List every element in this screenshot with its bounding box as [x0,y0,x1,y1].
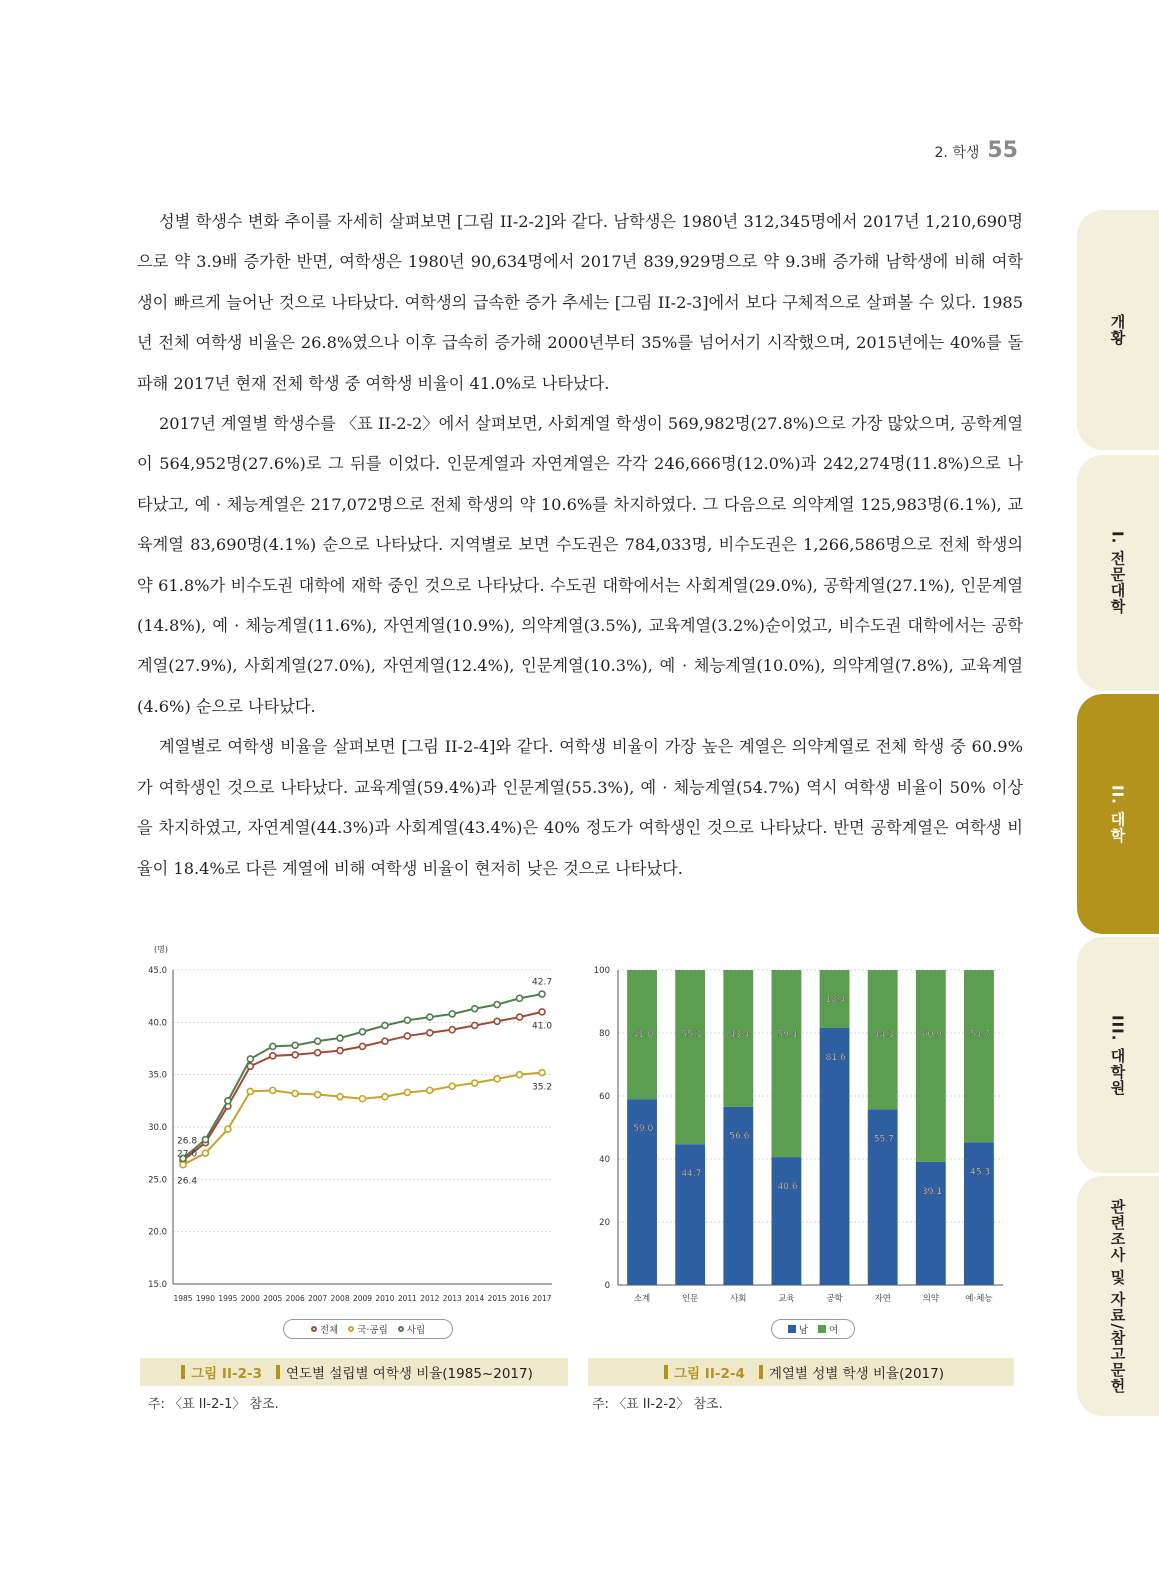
data-point [247,1056,253,1062]
caption-mark-icon [181,1365,185,1379]
data-label: 59.4 [777,1030,798,1040]
series-line [183,1073,542,1165]
y-tick-label: 35.0 [148,1070,167,1081]
data-label: 55.7 [873,1134,894,1145]
x-tick-label: 2015 [487,1294,507,1303]
data-point [315,1050,321,1056]
bar-segment-male [916,1162,946,1285]
data-label: 27.0 [177,1149,198,1160]
caption-mark-icon [759,1365,763,1379]
x-tick-label: 2011 [397,1294,417,1303]
data-point [225,1098,231,1104]
page-header [935,138,1018,163]
data-point [315,1092,321,1098]
bar-segment-male [820,1028,850,1285]
tab-university[interactable] [1077,694,1159,934]
data-point [494,1002,500,1008]
y-tick-label: 40.0 [148,1018,167,1029]
y-tick-label: 30.0 [148,1123,167,1133]
x-tick-label: 자연 [874,1294,891,1304]
x-tick-label: 2005 [263,1294,283,1303]
legend-marker-icon [311,1326,317,1332]
tab-overview[interactable] [1077,210,1159,450]
y-tick-label: 20.0 [148,1227,167,1238]
series-line [183,994,542,1158]
y-tick-label: 20 [599,1218,610,1228]
data-label: 43.4 [729,1030,750,1040]
data-point [270,1053,276,1059]
legend-item [398,1322,425,1336]
data-label: 44.3 [873,1030,894,1040]
data-point [449,1011,455,1017]
y-tick-label: 45.0 [148,966,167,976]
data-point [404,1017,410,1023]
data-point [517,1072,523,1078]
x-tick-label: 2014 [465,1294,485,1303]
data-point [360,1096,366,1102]
x-tick-label: 2009 [352,1294,373,1303]
data-label: 40.6 [777,1182,798,1193]
x-tick-label: 1990 [195,1294,215,1303]
bar-segment-female [675,970,705,1144]
data-point [360,1043,366,1049]
data-point [202,1150,208,1156]
bar-chart-svg [588,960,1008,1318]
data-point [337,1048,343,1054]
data-label: 26.4 [177,1176,198,1187]
legend-item [348,1322,388,1336]
figure-caption-1 [140,1358,568,1386]
data-point [382,1094,388,1100]
line-chart-svg [140,938,560,1318]
section-title: 2. 학생 [934,145,980,161]
data-point [180,1162,186,1168]
data-label: 54.7 [970,1030,991,1040]
data-point [539,1070,545,1076]
tab-graduate-school[interactable] [1077,937,1159,1173]
y-tick-label: 100 [593,966,610,976]
data-point [472,1022,478,1028]
tab-label: II. 대학 [1108,784,1127,844]
x-tick-label: 2007 [308,1294,328,1303]
bar-segment-female [964,970,994,1142]
data-label: 35.2 [532,1082,553,1093]
x-tick-label: 2000 [240,1294,260,1303]
y-tick-label: 0 [604,1281,610,1291]
body-text [137,202,1023,889]
legend-label: 남 [798,1325,808,1336]
data-point [292,1052,298,1058]
data-point [270,1087,276,1093]
legend-label: 국·공립 [357,1325,388,1336]
tab-label: 관련조사 및 자료/참고문헌 [1108,1198,1127,1394]
page-number: 55 [987,138,1018,163]
legend-item [311,1322,338,1336]
bar-segment-male [772,1157,802,1285]
figure-note-2: 주: 〈표 II-2-2〉 참조. [592,1397,723,1412]
data-point [382,1022,388,1028]
data-label: 18.4 [825,995,846,1005]
data-label: 55.3 [681,1030,702,1040]
x-tick-label: 2008 [330,1294,350,1303]
data-label: 26.8 [177,1136,198,1147]
y-tick-label: 60 [599,1092,610,1102]
figure-note-1: 주: 〈표 II-2-1〉 참조. [148,1397,279,1412]
data-point [337,1035,343,1041]
x-tick-label: 2012 [420,1294,440,1303]
data-point [360,1029,366,1035]
data-point [449,1027,455,1033]
data-point [472,1080,478,1086]
data-point [517,1014,523,1020]
legend-item [818,1322,838,1336]
tab-label: 개황 [1108,314,1127,346]
x-tick-label: 2013 [442,1294,462,1303]
data-label: 56.6 [729,1131,750,1142]
data-label: 42.7 [532,977,553,988]
tab-label: III. 대학원 [1108,1014,1127,1096]
data-point [315,1038,321,1044]
data-label: 59.0 [633,1124,654,1135]
line-chart [140,938,560,1318]
data-point [539,1009,545,1015]
y-unit-label: (명) [154,945,168,954]
bar-segment-male [964,1142,994,1285]
figure-number: 그림 II-2-3 [191,1366,262,1382]
figure-number: 그림 II-2-4 [674,1366,745,1382]
figure-title: 계열별 성별 학생 비율(2017) [768,1366,944,1382]
data-label: 39.1 [921,1186,942,1197]
legend-marker-icon [398,1326,404,1332]
data-point [427,1087,433,1093]
tab-label: I. 전문대학 [1108,531,1127,615]
data-point [494,1018,500,1024]
x-tick-label: 예·체능 [965,1294,993,1304]
x-tick-label: 2016 [510,1294,530,1303]
x-tick-label: 공학 [826,1294,843,1304]
caption-mark-icon [276,1365,280,1379]
data-point [202,1137,208,1143]
legend-marker-icon [348,1326,354,1332]
bar-segment-female [772,970,802,1157]
bar-chart-legend [771,1319,855,1339]
x-tick-label: 1985 [173,1294,193,1303]
legend-item [788,1322,808,1336]
tab-junior-college[interactable] [1077,455,1159,691]
data-point [517,995,523,1001]
x-tick-label: 1995 [218,1294,238,1303]
bar-segment-female [916,970,946,1162]
x-tick-label: 2010 [375,1294,395,1303]
x-tick-label: 2017 [532,1294,552,1303]
data-point [404,1089,410,1095]
y-tick-label: 15.0 [148,1280,167,1290]
x-tick-label: 소계 [633,1294,651,1304]
line-chart-legend [283,1319,453,1339]
data-label: 41.0 [633,1030,654,1040]
data-point [225,1126,231,1132]
data-point [427,1030,433,1036]
bar-segment-male [675,1144,705,1285]
data-point [270,1043,276,1049]
x-tick-label: 2006 [285,1294,305,1303]
data-point [337,1094,343,1100]
data-label: 41.0 [532,1021,553,1032]
data-point [494,1076,500,1082]
data-point [427,1014,433,1020]
y-tick-label: 40 [599,1155,610,1165]
x-tick-label: 사회 [730,1294,747,1304]
x-tick-label: 의약 [922,1294,940,1304]
legend-label: 전체 [319,1325,339,1336]
data-point [449,1083,455,1089]
data-label: 81.6 [825,1052,846,1063]
tab-references[interactable] [1077,1176,1159,1416]
data-point [247,1088,253,1094]
paragraph-3: 계열별로 여학생 비율을 살펴보면 [그림 II-2-4]와 같다. 여학생 비율이 가장 높은 계열은 의약계열로 전체 학생 중 60.9%가 여학생인 것으로 나타났다. 교육계열(59.4%)과 인문계열(55.3%), 예 · 체능계열(54.7%) 역시 여학생 비율이 50% 이상을 차지하였고, 자연계열(44.3%)과 사회계열(43.4%)은 40% 정도가 여학생인 것으로 나타났다. 반면 공학계열은 여학생 비율이 18.4%로 다른 계열에 비해 여학생 비율이 현저히 낮은 것으로 나타났다. [137,737,1023,878]
data-point [472,1006,478,1012]
figure-caption-2 [588,1358,1014,1386]
x-tick-label: 교육 [778,1294,795,1304]
y-tick-label: 80 [599,1029,610,1039]
legend-swatch-icon [818,1325,826,1333]
data-label: 60.9 [921,1030,942,1040]
data-point [539,991,545,997]
bar-chart [588,960,1008,1318]
paragraph-2: 2017년 계열별 학생수를 〈표 II-2-2〉에서 살펴보면, 사회계열 학생이 569,982명(27.8%)으로 가장 많았으며, 공학계열이 564,952명(27.6%)로 그 뒤를 이었다. 인문계열과 자연계열은 각각 246,666명(12.0%)과 242,274명(11.8%)으로 나타났고, 예 · 체능계열은 217,072명으로 전체 학생의 약 10.6%를 차지하였다. 그 다음으로 의약계열 125,983명(6.1%), 교육계열 83,690명(4.1%) 순으로 나타났다. 지역별로 보면 수도권은 784,033명, 비수도권은 1,266,586명으로 전체 학생의 약 61.8%가 비수도권 대학에 재학 중인 것으로 나타났다. 수도권 대학에서는 사회계열(29.0%), 공학계열(27.1%), 인문계열(14.8%), 예 · 체능계열(11.6%), 자연계열(10.9%), 의약계열(3.5%), 교육계열(3.2%)순이었고, 비수도권 대학에서는 공학계열(27.9%), 사회계열(27.0%), 자연계열(12.4%), 인문계열(10.3%), 예 · 체능계열(10.0%), 의약계열(7.8%), 교육계열(4.6%) 순으로 나타났다. [137,414,1023,716]
figure-title: 연도별 설립별 여학생 비율(1985~2017) [285,1366,533,1382]
legend-swatch-icon [788,1325,796,1333]
data-point [404,1033,410,1039]
data-label: 45.3 [970,1167,991,1178]
x-tick-label: 인문 [681,1294,699,1304]
y-tick-label: 25.0 [148,1175,167,1186]
paragraph-1: 성별 학생수 변화 추이를 자세히 살펴보면 [그림 II-2-2]와 같다. 남학생은 1980년 312,345명에서 2017년 1,210,690명으로 약 3.9배 증가한 반면, 여학생은 1980년 90,634명에서 2017년 839,929명으로 약 9.3배 증가해 남학생에 비해 여학생이 빠르게 늘어난 것으로 나타났다. 여학생의 급속한 증가 추세는 [그림 II-2-3]에서 보다 구체적으로 살펴볼 수 있다. 1985년 전체 여학생 비율은 26.8%였으나 이후 급속히 증가해 2000년부터 35%를 넘어서기 시작했으며, 2015년에는 40%를 돌파해 2017년 현재 전체 학생 중 여학생 비율이 41.0%로 나타났다. [137,212,1023,393]
data-point [292,1042,298,1048]
data-label: 44.7 [681,1169,702,1180]
caption-mark-icon [664,1365,668,1379]
legend-label: 여 [829,1325,839,1336]
data-point [382,1038,388,1044]
data-point [292,1091,298,1097]
legend-label: 사립 [406,1325,426,1336]
